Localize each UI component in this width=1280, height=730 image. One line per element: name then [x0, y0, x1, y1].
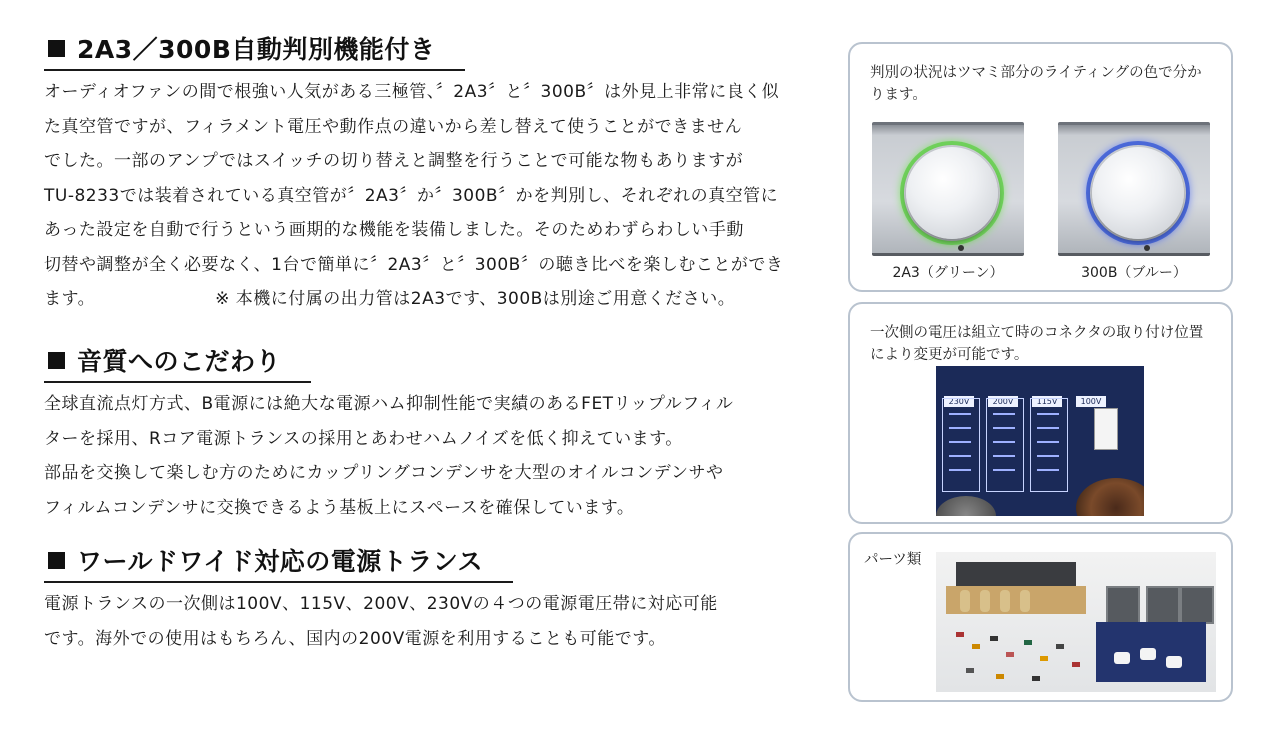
section-heading [44, 542, 513, 583]
connector-footprint [942, 398, 980, 492]
transformer-icon [1146, 586, 1180, 624]
section-heading-text: 2A3／300B自動判別機能付き [77, 35, 436, 64]
transformer-icon [1180, 586, 1214, 624]
square-bullet-icon [48, 40, 65, 57]
knob-photo-2a3 [872, 122, 1024, 256]
section-body [44, 587, 718, 656]
knob-photo-300b [1058, 122, 1210, 256]
voltage-tag-230v: 230V [944, 396, 974, 407]
section-body [44, 387, 733, 525]
section-heading [44, 342, 311, 383]
part-icon [990, 636, 998, 641]
parts-box [848, 532, 1233, 702]
body-line: あった設定を自動で行うという画期的な機能を装備しました。そのためわずらわしい手動 [44, 220, 744, 240]
body-line: 電源トランスの一次側は100V、115V、200V、230Vの４つの電源電圧帯に対応可能 [44, 594, 718, 614]
white-connector-icon [1094, 408, 1118, 450]
body-line: ターを採用、Rコア電源トランスの採用とあわせハムノイズを低く抑えています。 [44, 428, 683, 449]
part-icon [1140, 648, 1156, 660]
part-icon [956, 632, 964, 637]
body-line: です。海外での使用はもちろん、国内の200V電源を利用することも可能です。 [44, 628, 666, 649]
knob-lighting-box [848, 42, 1233, 292]
connector-footprint [1030, 398, 1068, 492]
part-icon [1032, 676, 1040, 681]
section-power-transformer [44, 542, 718, 656]
square-bullet-icon [48, 552, 65, 569]
part-icon [1056, 644, 1064, 649]
voltage-tag-200v: 200V [988, 396, 1018, 407]
part-icon [1040, 656, 1048, 661]
tube-icon [1000, 590, 1010, 612]
body-line: 部品を交換して楽しむ方のためにカップリングコンデンサを大型のオイルコンデンサや [44, 463, 724, 483]
body-line: フィルムコンデンサに交換できるよう基板上にスペースを確保しています。 [44, 497, 635, 518]
section-heading-text: ワールドワイド対応の電源トランス [77, 547, 484, 576]
section-auto-detect [44, 30, 783, 317]
section-heading [44, 30, 465, 71]
part-icon [1024, 640, 1032, 645]
parts-photo [936, 552, 1216, 692]
note-text: ※ 本機に付属の出力管は2A3です、300Bは別途ご用意ください。 [215, 289, 736, 309]
chassis-icon [956, 562, 1076, 586]
part-icon [1166, 656, 1182, 668]
knob-icon [1092, 147, 1184, 239]
knob-box-caption: 判別の状況はツマミ部分のライティングの色で分かります。 [870, 65, 1202, 103]
connector-footprint [986, 398, 1024, 492]
tube-icon [960, 590, 970, 612]
body-line: た真空管ですが、フィラメント電圧や動作点の違いから差し替えて使うことができません [44, 116, 743, 137]
part-icon [1072, 662, 1080, 667]
part-icon [996, 674, 1004, 679]
knob-label-300b: 300B（ブルー） [1081, 265, 1187, 281]
knob-indicator-dot [958, 245, 964, 251]
voltage-connector-box [848, 302, 1233, 524]
body-line: 全球直流点灯方式、B電源には絶大な電源ハム抑制性能で実績のあるFETリップルフィル [44, 394, 734, 414]
body-line: でした。一部のアンプではスイッチの切り替えと調整を行うことで可能な物もありますが [44, 151, 744, 171]
knob-icon [906, 147, 998, 239]
body-line: オーディオファンの間で根強い人気がある三極管、〞2A3〞と〞300B〞は外見上非常に良く似 [44, 82, 780, 102]
voltage-tag-115v: 115V [1032, 396, 1062, 407]
square-bullet-icon [48, 352, 65, 369]
part-icon [1006, 652, 1014, 657]
part-icon [966, 668, 974, 673]
tube-icon [980, 590, 990, 612]
body-line: 切替や調整が全く必要なく、1台で簡単に〞2A3〞と〞300B〞の聴き比べを楽しむことができ [44, 254, 784, 275]
capacitor-icon [936, 496, 996, 516]
knob-indicator-dot [1144, 245, 1150, 251]
body-line-end: ます。 [44, 289, 96, 309]
body-line: TU-8233では装着されている真空管が〞2A3〞か〞300B〞かを判別し、それぞれの真空管に [44, 185, 779, 206]
body-line [44, 282, 783, 317]
section-body [44, 75, 783, 317]
transformer-core-icon [1076, 478, 1144, 516]
part-icon [1114, 652, 1130, 664]
part-icon [972, 644, 980, 649]
tube-icon [1020, 590, 1030, 612]
section-heading-text: 音質へのこだわり [77, 347, 282, 376]
parts-box-caption: パーツ類 [864, 552, 922, 568]
transformer-icon [1106, 586, 1140, 624]
pcb-photo [936, 366, 1144, 516]
voltage-tag-100v: 100V [1076, 396, 1106, 407]
section-sound-quality [44, 342, 733, 525]
knob-label-2a3: 2A3（グリーン） [892, 265, 1004, 281]
voltage-box-caption: 一次側の電圧は組立て時のコネクタの取り付け位置により変更が可能です。 [870, 325, 1204, 363]
